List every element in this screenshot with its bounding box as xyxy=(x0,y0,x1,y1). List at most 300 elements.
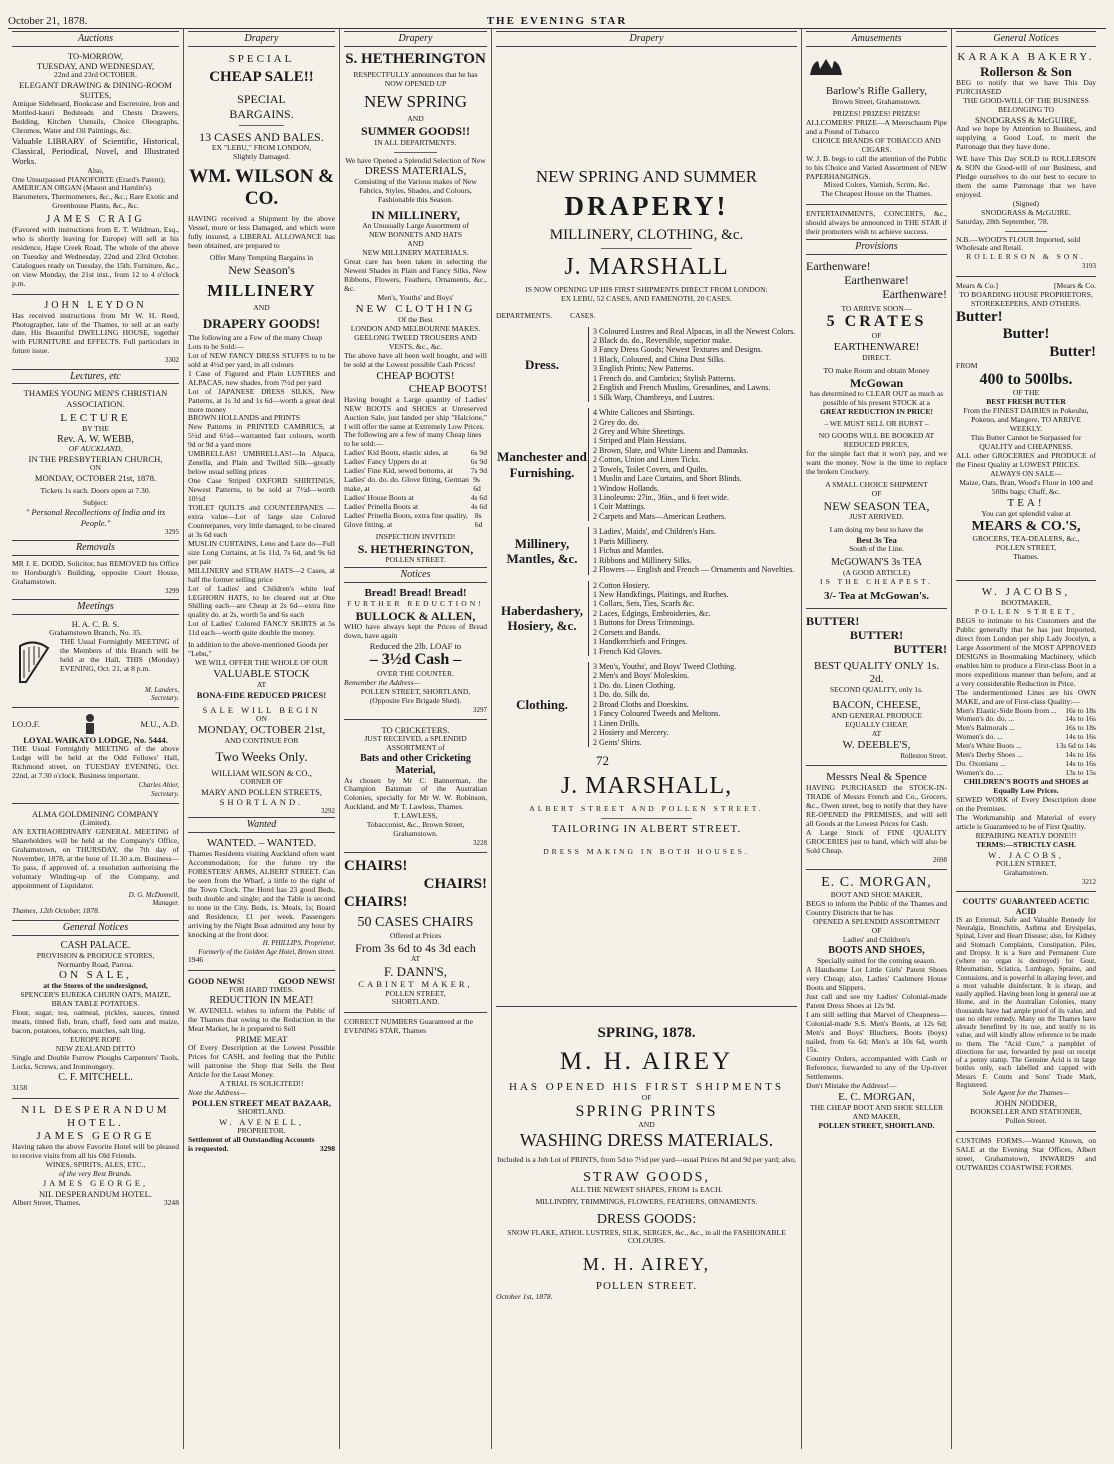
ad-line: CASH PALACE. xyxy=(60,939,131,951)
ad-headline: NEW SPRING xyxy=(363,92,468,112)
department-items xyxy=(588,527,797,574)
ad-text: The undermentioned Lines are his OWN MAKE, and are of First-class Quality:— xyxy=(956,687,1096,706)
department-item: 2 English and French Muslins, Grenadines, and Lawns. xyxy=(593,383,771,393)
sale-lot-item: Lot of NEW FANCY DRESS STUFFS to to be sold at 4½d per yard, in all colours xyxy=(188,350,335,369)
ad-line: DRESS MAKING IN BOTH HOUSES. xyxy=(543,846,750,856)
ad-headline: KARAKA BAKERY. xyxy=(957,50,1095,63)
ad-line: WE WILL OFFER THE WHOLE OF OUR xyxy=(194,658,329,668)
ad-line: Sole Agent for the Thames— xyxy=(982,1088,1070,1098)
ad-headline: DRAPERY! xyxy=(564,190,729,221)
ad-line: We have Opened a Splendid Selection of New xyxy=(345,155,486,165)
ad-reference-number: 3295 xyxy=(165,527,179,536)
ad-line: Tobacconist, &c., Brown Street, Grahamstown. xyxy=(366,820,465,839)
ad-line: INSPECTION INVITED! xyxy=(375,531,456,541)
ad-text: N.B.—WOOD'S FLOUR Imported, sold Wholesale and Retail. xyxy=(956,234,1081,253)
price-item: Ladies' Prinella Boots, extra fine quality, Glove fitting, at xyxy=(344,511,468,529)
ad-text: Has received instructions from Mr W. H. Reed, Photographer, late of the Thames, to sell at an early date, His Beautiful DWELLING HOUSE, together with FURNITURE and EFFECTS. Full particulars in future issue. xyxy=(12,310,179,356)
advertiser-name: Barlow's Rifle Gallery, xyxy=(825,84,928,97)
ad-line: OF xyxy=(641,1092,652,1102)
ad-line: THE GOOD-WILL OF THE BUSINESS BELONGING TO xyxy=(963,96,1089,114)
price-value: 6s 9d xyxy=(470,457,487,467)
ad-reference-number: 3298 xyxy=(319,1143,335,1153)
ad-line: ALWAYS ON SALE— xyxy=(990,468,1062,478)
ad-line: LONDON AND MELBOURNE MAKES. xyxy=(350,323,481,333)
ad-text: for the simple fact that it won't pay, and we want the money. Now is the time to replace the broken Crockery. xyxy=(806,449,947,476)
ad-headline: BUTTER! xyxy=(806,613,860,628)
column-4 xyxy=(492,29,802,1449)
ad-line: HAS OPENED HIS FIRST SHIPMENTS xyxy=(509,1080,784,1093)
ad-line: SPRING, 1878. xyxy=(597,1025,696,1042)
ad-line: LECTURE xyxy=(60,411,131,424)
ad-line: Tickets 1s each. Doors open at 7.30. xyxy=(40,485,151,495)
department-item: 2 Grey do. do. xyxy=(593,417,639,427)
ad-line: OF THE xyxy=(1012,388,1040,398)
ad-line: You can get splendid value at xyxy=(981,508,1071,518)
auction-line: TUESDAY, AND WEDNESDAY, xyxy=(36,60,155,71)
ad-line: NEW SPRING AND SUMMER xyxy=(535,166,758,186)
ad-line: NIL DESPERANDUM HOTEL. xyxy=(21,1103,170,1129)
ad-text: CORRECT NUMBERS Guaranteed at the EVENING STAR, Thames xyxy=(344,1017,473,1036)
ad-line: ROLLERSON & SON. xyxy=(966,252,1086,262)
department-item: 1 Ribbons and Millinery Silks. xyxy=(593,555,692,565)
advertiser-name: MEARS & CO.'S, xyxy=(971,518,1081,534)
ad-text: BEGS to intimate to his Customers and the Public generally that he has just Imported, direct from London per ship Lady Jocelyn, a Large Assortment of the MOST APPROVED DESIGNS in Bootmaking Machinery, which enables him to produce a First-class Boot in a more expeditious manner than before, and at a very considerable Reduction in Price. xyxy=(956,616,1096,688)
department-item: 2 Brown, Slate, and White Linens and Damasks. xyxy=(593,445,749,455)
department-item: 2 Gents' Shirts. xyxy=(593,737,642,747)
section-heading-removals: Removals xyxy=(12,540,179,556)
price-item: Ladies' do. do. do. Glove fitting, German make, at xyxy=(344,475,469,494)
ad-line: SNODGRASS & McGUIRE, xyxy=(975,114,1077,125)
ad-line: Pollen Street. xyxy=(1005,1116,1047,1126)
ad-headline: IN MILLINERY, xyxy=(371,208,460,223)
ad-headline: BUTTER! xyxy=(893,641,947,656)
ad-headline: CHAIRS! xyxy=(344,893,408,910)
ad-text: IS an External, Safe and Valuable Remedy for Neuralgia, Bronchitis, Asthma and Erysipelas, Spinal, Liver and Heart Disease; also, for Kidney and Stomach Complaints, Constipation, Piles, and Dropsy. It is a Sure and Permanent Cure (where no organ is destroyed) for Gout, Rheumatism, Sciatica, Lumbago, Sprains, and Contusions, and is powerful in allaying fever, and a most valuable disinfectant. It is cheap, and easily applied. Having been long in general use at Home, and in the Australian Colonies, many thousands have had ample proof of its value, and use no other remedy. Many on the Thames have already benefited by its use, and testify to its value, and will kindly allow reference to be made to them. The "Acid Cure," a pamphlet of directions for use, forwarded by post on receipt of a penny stamp. The Genuine Acid is in large bottles only, each labelled and capped with Messrs F. Coutts and Sons' Trade Mark, Registered. xyxy=(956,915,1096,1089)
ad-line: " Personal Recollections of India and its People." xyxy=(25,507,166,528)
auction-line: Also, xyxy=(87,165,104,175)
ad-headline: 400 to 500lbs. xyxy=(979,370,1073,388)
department-item: 1 Fancy Coloured Tweeds and Meltons. xyxy=(593,709,721,719)
harp-emblem-icon xyxy=(12,638,56,686)
ad-reference-number: 3302 xyxy=(165,356,179,365)
ad-line: (Opposite Fire Brigade Shed). xyxy=(369,695,462,705)
advertiser-name: S. HETHERINGTON, xyxy=(357,541,474,556)
section-heading-provisions: Provisions xyxy=(806,239,947,255)
ad-text: BEG to notify that we have This Day PURCHASED xyxy=(956,78,1096,97)
ad-line: AND xyxy=(407,239,424,249)
ad-line: New Season's xyxy=(228,263,295,278)
ad-line: In addition to the above-mentioned Goods per "Lebu," xyxy=(188,640,329,659)
ad-text: HAVING PURCHASED the STOCK-IN-TRADE of Messrs French and Co., Grocers, &c., Owen street, beg to notify that they have RE-OPENED the PREMISES, and will sell all Goods at the Lowest Prices for Cash. xyxy=(806,783,947,828)
price-item: Women's do. do. ... xyxy=(956,714,1015,724)
ad-line: THE CHEAP BOOT AND SHOE SELLER AND MAKER, xyxy=(809,1103,944,1122)
ad-line: POLLEN STREET MEAT BAZAAR, xyxy=(192,1097,331,1108)
ad-line: AT xyxy=(871,728,882,738)
leydon-ad xyxy=(12,300,179,365)
ad-line: GROCERS, TEA-DEALERS, &c., xyxy=(972,534,1080,544)
ad-line: The following are a Few of the many Cheap Lots to be Sold:— xyxy=(188,332,323,351)
ad-line: ALMA GOLDMINING COMPANY xyxy=(31,808,160,819)
ad-line: NEW BONNETS AND HATS xyxy=(369,230,462,240)
ad-line: ON xyxy=(256,714,267,724)
advertiser-name: M. H. AIREY, xyxy=(582,1254,711,1275)
columns xyxy=(8,29,1106,1449)
ad-line: Albert Street, Thames, xyxy=(12,1197,81,1207)
ad-text: W. AVENELL wishes to inform the Public of the Thames that owing to the Reduction in the Meat Market, he is prepared to Sell xyxy=(188,1005,335,1033)
ad-line: EQUALLY CHEAP, xyxy=(845,719,908,729)
ad-line: The Cheapest House on the Thames. xyxy=(820,189,933,199)
department-block xyxy=(496,327,797,403)
ad-line: Slightly Damaged. xyxy=(233,151,290,161)
boots-price-list xyxy=(956,707,1096,779)
department-item: 1 Fichus and Mantles. xyxy=(593,546,664,556)
ad-headline: 3/- Tea at McGowan's. xyxy=(823,589,930,602)
ad-line: ON xyxy=(90,463,101,473)
section-heading-general-notices: General Notices xyxy=(12,920,179,936)
ad-line: McGOWAN'S 3s TEA xyxy=(830,556,923,568)
ad-text: From the FINEST DAIRIES in Pokeuhu, Pokeno, and Mangere, TO ARRIVE WEEKLY. xyxy=(963,406,1089,434)
lecture-ad xyxy=(12,388,179,536)
ad-text: As chosen by Mr C. Bannerman, the Champion Batsman of the Australian Colonies, specially for Mr W. W. Robinson, Auckland, and Mr T. Lawless, Thames. xyxy=(344,775,487,812)
ad-line: Reduced the 2lb. LOAF to xyxy=(369,640,462,651)
ad-line: SPECIAL xyxy=(237,92,286,107)
ad-headline: WM. WILSON & CO. xyxy=(189,165,334,210)
price-item: Do. Oxonians ... xyxy=(956,759,1006,769)
ad-headline: Earthenware! xyxy=(844,273,909,288)
ad-line: Specially suited for the coming season. xyxy=(817,955,936,965)
advertiser-name: M. H. AIREY xyxy=(559,1048,734,1076)
ad-line: SPECIAL xyxy=(228,52,295,65)
price-value: 14s to 16s xyxy=(1065,759,1096,769)
section-heading-meetings: Meetings xyxy=(12,599,179,615)
ad-text: ENTERTAINMENTS, CONCERTS, &c., should always be announced in THE STAR if their promoters wish to achieve success. xyxy=(806,209,947,237)
department-items xyxy=(588,662,797,747)
advertiser-name: BULLOCK & ALLEN, xyxy=(355,608,476,623)
ad-headline: Earthenware! xyxy=(882,287,947,302)
ad-line: IN ALL DEPARTMENTS. xyxy=(374,137,457,147)
department-item: 2 Laces, Edgings, Embroideries, &c. xyxy=(593,608,711,618)
department-item: 4 White Calicoes and Shirtings. xyxy=(593,408,695,418)
ad-line: AT xyxy=(410,954,421,964)
ad-line: PRIME MEAT xyxy=(235,1033,288,1044)
ad-line: DIRECT. xyxy=(862,353,891,363)
ad-line: FOR HARD TIMES. xyxy=(229,985,294,995)
department-item: 2 Broad Cloths and Doeskins. xyxy=(593,699,689,709)
department-block xyxy=(496,408,797,521)
ad-line: GEELONG TWEED TROUSERS AND xyxy=(354,332,477,342)
ad-text: W. J. B. begs to call the attention of the Public to his Choice and Varied Assortment of NEW PAPERHANGINGS. xyxy=(806,153,947,181)
sale-lot-item: MUSLIN CURTAINS, Leno and Lace do—Full size Long Curtains, at 5s 11d, 7s 6d, and 9s 6d per pair xyxy=(188,538,335,566)
auction-text: Valuable LIBRARY of Scientific, Historical, Classical, Periodical, Novel, and Illustrated Works. xyxy=(12,136,179,167)
ad-line: PROPRIETOR. xyxy=(237,1125,286,1135)
ad-line: NEW ZEALAND DITTO xyxy=(55,1044,136,1054)
ad-line: CHEAP BOOTS! xyxy=(408,382,487,395)
department-name: Manchester and Furnishing. xyxy=(497,449,587,480)
department-item: 1 Window Hollands. xyxy=(593,483,659,493)
ad-headline: Butter! xyxy=(1049,343,1096,360)
ad-line: Grahamstown. xyxy=(1003,867,1049,877)
ad-headline: Bread! Bread! Bread! xyxy=(364,586,467,599)
ad-line: A SMALL CHOICE SHIPMENT xyxy=(825,479,928,489)
ad-line: JUST ARRIVED. xyxy=(849,511,904,521)
ad-line: AND GENERAL PRODUCE xyxy=(831,710,922,720)
ad-headline: WASHING DRESS MATERIALS. xyxy=(519,1130,774,1151)
ad-headline: – 3½d Cash – xyxy=(369,650,462,668)
ad-headline: CHAIRS! xyxy=(344,858,408,875)
department-item: 1 Paris Millinery. xyxy=(593,536,649,546)
ad-line: SHORTLAND. xyxy=(237,1106,286,1116)
ad-headline: NEW SEASON TEA, xyxy=(823,498,930,513)
ad-line: I.O.O.F. xyxy=(12,719,40,730)
ad-line: The following are a few of many Cheap lines to be sold:— xyxy=(344,430,482,449)
ad-line: AND CONTINUE FOR xyxy=(224,736,299,746)
advertiser-name: W. DEEBLE'S, xyxy=(842,738,911,751)
sale-lot-item: Lot of Ladies' Colored FANCY SKIRTS at 5s 11d each—worth quite double the money. xyxy=(188,619,335,638)
sale-lot-item: MILLINERY and STRAW HATS—2 Cases, at half the former selling price xyxy=(188,565,335,584)
column-header: CASES. xyxy=(570,310,596,320)
department-item: 2 Cotton, Union and Linen Ticks. xyxy=(593,455,701,465)
ad-text: Having taken the above Favorite Hotel will be pleased to receive visits from all his Old Friends. xyxy=(12,1141,179,1160)
price-value: 16s to 18s xyxy=(1065,723,1096,733)
ad-line: TERMS:—STRICTLY CASH. xyxy=(976,839,1076,849)
price-value: 14s to 16s xyxy=(1065,732,1096,742)
ad-line: M.U., A.D. xyxy=(140,719,179,730)
ad-line: OVER THE COUNTER. xyxy=(377,668,454,678)
ad-line: OF AUCKLAND, xyxy=(68,444,123,454)
ad-line: RESPECTFULLY announces that he has NOW OPENED UP xyxy=(353,70,478,89)
nil-desperandum-ad xyxy=(12,1104,179,1208)
removal-ad xyxy=(12,560,179,595)
ad-line: ALBERT STREET AND POLLEN STREET. xyxy=(529,803,764,813)
ad-date: October 1st, 1878. xyxy=(496,1291,553,1301)
ad-reference-number: 3297 xyxy=(473,705,487,714)
ad-line: TO make Room and obtain Money xyxy=(823,366,930,376)
advertiser-name: W. JACOBS, xyxy=(988,849,1064,860)
ad-headline: S. HETHERINGTON xyxy=(345,50,486,67)
column-6 xyxy=(952,29,1100,1449)
ad-text: The above have all been well bought, and will be sold at the Lowest possible Cash Prices! xyxy=(344,350,487,369)
section-heading-amusements: Amusements xyxy=(806,31,947,47)
section-heading-lectures: Lectures, etc xyxy=(12,369,179,385)
alma-meeting-ad xyxy=(12,809,179,916)
price-item: Women's do. ... xyxy=(956,732,1003,742)
ad-reference-number: 1946 xyxy=(188,954,204,964)
department-block xyxy=(496,662,797,747)
department-name: Dress. xyxy=(524,356,560,372)
ad-headline: CHEAP SALE!! xyxy=(209,68,314,85)
ad-line: AND xyxy=(253,302,270,312)
ad-line: Settlement of all Outstanding Accounts is requested. xyxy=(188,1134,315,1153)
ad-line: of the very Best Brands. xyxy=(59,1168,132,1178)
ad-date: Thames, 12th October, 1878. xyxy=(12,906,100,916)
price-value: 4s 6d xyxy=(470,493,487,503)
ad-text: SNOW FLAKE, ATHOL LUSTRES, SILK, SERGES, &c., &c., in all the FASHIONABLE COLOURS. xyxy=(507,1227,786,1246)
ad-line: Thames. xyxy=(1013,552,1039,562)
ad-text: HAVING received a Shipment by the above Vessel, more or less Damaged, and which were fully insured, a LIBERAL ALLOWANCE has been obtained, are prepared to xyxy=(188,213,335,250)
department-item: 2 Grey and White Sheetings. xyxy=(593,426,686,436)
ad-headline: DRAPERY GOODS! xyxy=(202,315,321,331)
ad-line: Grahamstown Branch, No. 35. xyxy=(49,627,142,637)
price-item: Ladies' Fancy Uppers do at xyxy=(344,457,427,467)
ad-line: MARY AND POLLEN STREETS, xyxy=(201,786,322,797)
department-item: 2 Men's and Boys' Moleskins. xyxy=(593,671,689,681)
department-items xyxy=(588,327,797,403)
advertiser-name: W. JACOBS, xyxy=(981,586,1071,599)
ad-signature: Formerly of the Golden Age Hotel, Brown street. xyxy=(198,947,335,956)
ad-text: ALL other GROCERIES and PRODUCE of the Finest Quality at LOWEST PRICES. xyxy=(956,451,1096,470)
issue-date: October 21, 1878. xyxy=(8,15,88,28)
ad-line: BARGAINS. xyxy=(229,106,294,121)
ad-headline: STRAW GOODS, xyxy=(583,1169,710,1185)
department-item: 3 Linoleums: 27in., 36in., and 6 feet wide. xyxy=(593,493,729,502)
ad-line: Mixed Colors, Varnish, Scrim, &c. xyxy=(823,180,930,190)
price-value: 4s 6d xyxy=(470,502,487,512)
department-item: 2 Carpets and Mats—American Leathers. xyxy=(593,511,727,521)
ad-reference-number: 3299 xyxy=(165,586,179,595)
department-item: 3 Ladies', Maids', and Children's Hats. xyxy=(593,527,716,537)
department-item: 2 Hosiery and Mercery. xyxy=(593,728,669,738)
ad-line: 50 CASES CHAIRS xyxy=(357,915,474,931)
ad-line: Remember the Address— xyxy=(344,677,421,687)
ad-reference-number: 3292 xyxy=(321,806,335,815)
department-item: 1 Black, Coloured, and China Dust Silks. xyxy=(593,354,726,364)
ad-line: Note the Address— xyxy=(188,1087,247,1097)
price-value: 14s to 16s xyxy=(1065,714,1096,724)
section-heading-notices: Notices xyxy=(344,567,487,583)
advertiser-name: E. C. MORGAN, xyxy=(821,874,932,890)
advertiser-name: E. C. MORGAN, xyxy=(838,1091,915,1104)
price-value: 14s to 16s xyxy=(1065,750,1096,760)
department-name: Millinery, Mantles, &c. xyxy=(506,535,578,566)
department-item: 3 Men's, Youths', and Boys' Tweed Clothing. xyxy=(593,662,737,671)
ad-line: 13 CASES AND BALES. xyxy=(199,129,324,144)
ad-text: Single and Double Furrow Ploughs Carpenters' Tools, Locks, Screws, and Ironmongery. xyxy=(12,1053,179,1072)
ad-line: REDUCTION IN MEAT! xyxy=(209,995,314,1007)
sale-lot-item: UMBRELLAS! UMBRELLAS!—In Alpaca, Zenella, and Plain and Twilled Silk—greatly below usual selling prices xyxy=(188,449,335,477)
ad-text: has determined to CLEAR OUT as much as possible of his present STOCK at a xyxy=(809,389,944,408)
department-item: 1 Striped and Plain Hessians. xyxy=(593,436,687,446)
ad-line: SPENCER'S EUREKA CHURN OATS, MAIZE, BRAN TABLE POTATOES. xyxy=(20,990,171,1009)
ad-signature: Charles Ahier, xyxy=(138,781,179,790)
ad-line: SECOND QUALITY, only 1s. xyxy=(830,685,923,695)
ad-line: Ladies' and Children's xyxy=(842,935,911,945)
ad-line: TO BOARDING HOUSE PROPRIETORS, STOREKEEPERS, AND OTHERS. xyxy=(959,289,1093,308)
ad-headline: DRESS GOODS: xyxy=(596,1212,697,1227)
ad-line: OF xyxy=(871,488,882,498)
ad-line: SHORTLAND. xyxy=(219,796,304,807)
ad-line: NO GOODS WILL BE BOOKED AT REDUCED PRICES, xyxy=(818,431,935,450)
advertiser-name: Rollerson & Son xyxy=(980,63,1072,79)
price-row xyxy=(344,476,487,494)
ad-line: ON SALE, xyxy=(59,969,132,982)
price-item: Ladies' Fine Kid, sewed bottoms, at xyxy=(344,466,453,476)
ad-line: SNODGRASS & McGUIRE. xyxy=(980,207,1072,217)
ad-signature-role: Secretary. xyxy=(151,694,179,703)
ad-line: A TRIAL IS SOLICITED!! xyxy=(219,1078,304,1088)
ad-line: Subject: xyxy=(83,497,108,507)
ad-line: Men's, Youths' and Boys' xyxy=(377,293,454,303)
ad-date: Saturday, 28th September, '78. xyxy=(956,216,1049,226)
ad-headline: WANTED. – WANTED. xyxy=(206,836,317,849)
sale-lots-list xyxy=(188,352,335,639)
section-heading-auctions: Auctions xyxy=(12,31,179,47)
ad-line: WINES, SPIRITS, ALES, ETC., xyxy=(45,1159,146,1169)
ad-line: NEW MILLINERY MATERIALS. xyxy=(362,248,469,258)
ad-headline: Bats and other Cricketing Material, xyxy=(360,752,471,776)
ad-line: FROM xyxy=(956,360,978,370)
ad-text: And we hope by Attention to Business, and supplying a Good Loaf, to merit the Patronage that they have done. xyxy=(956,124,1096,151)
ad-line: From 3s 6d to 4s 3d each xyxy=(355,940,476,955)
price-value: 9s 6d xyxy=(473,475,481,494)
price-value: 13s to 15s xyxy=(1065,768,1096,778)
ad-line: Rev. A. W. WEBB, xyxy=(57,433,134,445)
ad-line: CABINET MAKER, xyxy=(358,979,473,990)
sale-lot-item: Lot of Ladies' and Children's white leaf LEGHORN HATS, to be cleared out at One Shilling each—are Cheap at 2s 6d—extra fine quality do. at 2s, worth 5s and 6s each xyxy=(188,583,335,620)
ad-headline: NEW CLOTHING xyxy=(355,303,476,316)
auction-line: Barometers, Thermometers, &c., &c.; Rare Exotic and Greenhouse Plants, &c., &c. xyxy=(12,192,179,211)
column-3 xyxy=(340,29,492,1449)
department-item: 2 Black do. do., Reversible, superior make. xyxy=(593,336,732,345)
ad-line: BEST FRESH BUTTER xyxy=(986,397,1066,407)
ad-text: Maize, Oats, Bran, Wood's Flour in 100 and 50lbs bags; Chaff, &c. xyxy=(959,477,1093,496)
iooF-meeting-ad xyxy=(12,713,179,797)
ad-line: EARTHENWARE! xyxy=(833,341,920,354)
ad-line: I am doing my best to have the xyxy=(829,524,924,534)
auctioneer-name: JOHN LEYDON xyxy=(44,299,147,311)
ad-line: EX LEBU, 52 CASES, AND FAMENOTH, 20 CASES. xyxy=(561,293,732,303)
department-item: 3 English Prints; New Patterns. xyxy=(593,364,694,374)
price-item: Men's Derby Shoes ... xyxy=(956,750,1023,760)
auction-line: ELEGANT DRAWING & DINING-ROOM SUITES, xyxy=(19,80,172,101)
price-item: Women's do. ... xyxy=(956,768,1003,778)
ad-line: MONDAY, OCTOBER 21st, 1878. xyxy=(34,473,157,484)
ad-line: Normanby Road, Parroa. xyxy=(57,959,134,969)
column-2 xyxy=(184,29,340,1449)
ad-line: PROVISION & PRODUCE STORES, xyxy=(36,950,155,960)
department-item: 3 Coloured Lustres and Real Alpacas, in all the Newest Colors. xyxy=(593,326,796,336)
department-item: 2 Flowers — English and French — Ornaments and Novelties. xyxy=(593,565,795,575)
department-item: 1 New Handkfings, Plaitings, and Ruches. xyxy=(593,589,729,599)
price-item: Men's White Boots ... xyxy=(956,741,1022,751)
advertiser-name: Messrs Neal & Spence xyxy=(826,771,927,784)
ad-line: EX "LEBU," FROM LONDON, xyxy=(211,142,312,152)
department-item: 1 Handkerchiefs and Fringes. xyxy=(593,637,688,647)
ad-line: REPAIRING NEATLY DONE!!! xyxy=(975,830,1077,840)
ad-line: POLLEN STREET. xyxy=(595,1279,698,1292)
ad-signature: C. F. MITCHELL. xyxy=(58,1071,133,1083)
ad-line: ALL THE NEWEST SHAPES, FROM 1s EACH. xyxy=(570,1185,723,1195)
ad-line: SHORTLAND. xyxy=(391,997,440,1007)
advertiser-name: J. MARSHALL xyxy=(564,254,729,281)
ad-line: – WE MUST SELL OR BURST – xyxy=(824,419,929,429)
auction-ad xyxy=(12,51,179,289)
ad-headline: 5 CRATES xyxy=(826,313,927,331)
ad-text: I am still selling that Marvel of Cheapness—Colonial-made S.S. Men's Boots, at 12s 6d; Men's and Boys' Bluchers, Boots (boys) nailed, from 6s 6d; Men's at 10s 6d, worth 15s. xyxy=(806,1009,947,1055)
advertiser-name: F. DANN'S, xyxy=(383,964,448,980)
department-item: 1 Silk Warp, Chambreys, and Lustres. xyxy=(593,392,715,402)
ad-line: BOOKSELLER AND STATIONER, xyxy=(970,1107,1082,1117)
ad-signature-role: Secretary. xyxy=(151,789,179,798)
ad-line: Rolleston Street. xyxy=(900,751,947,760)
ad-reference-number: 3158 xyxy=(12,1082,28,1092)
advertiser-name: J. MARSHALL, xyxy=(560,773,733,800)
ad-line: CHILDREN'S BOOTS and SHOES at Equally Low Prices. xyxy=(963,777,1089,796)
ad-text: Great care has been taken in selecting the Newest Shades in Plain and Fancy Silks, New Ribbons, Flowers, Feathers, Ornaments, &c., &c. xyxy=(344,257,487,294)
ad-headline: SPRING PRINTS xyxy=(575,1102,718,1120)
ad-headline: BOOTS AND SHOES, xyxy=(828,945,925,957)
ad-line: T. LAWLESS, xyxy=(393,811,438,821)
ad-line: NIL DESPERANDUM HOTEL. xyxy=(38,1188,153,1199)
